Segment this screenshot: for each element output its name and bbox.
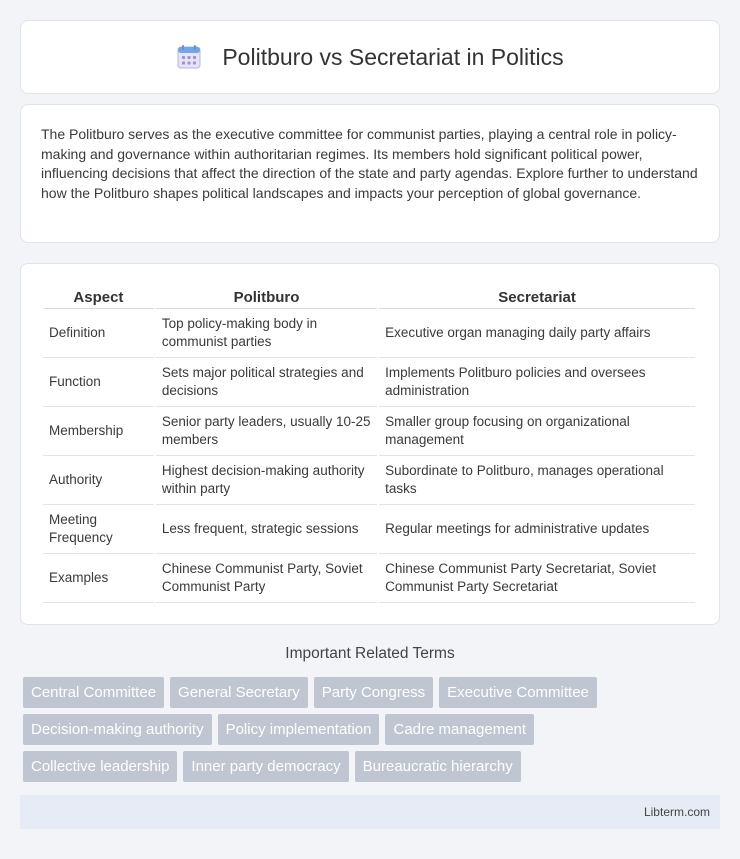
tag-party-congress[interactable]: Party Congress [314,677,433,708]
table-row [43,407,695,456]
table-cell: Examples [43,554,154,603]
table-cell: Authority [43,456,154,505]
tag-cadre-management[interactable]: Cadre management [385,714,534,745]
related-terms [23,677,723,788]
related-terms-title: Important Related Terms [285,645,455,662]
intro-card [20,104,720,243]
comparison-table-card [20,263,720,625]
footer [20,795,720,829]
calendar-icon [176,44,202,70]
tag-row [23,751,723,782]
column-header: Secretariat [379,284,695,309]
table-cell: Less frequent, strategic sessions [156,505,377,554]
table-row [43,456,695,505]
tag-row [23,714,723,745]
table-row [43,505,695,554]
header-card [20,20,720,94]
table-cell: Sets major political strategies and decisions [156,358,377,407]
table-cell: Meeting Frequency [43,505,154,554]
table-header-row [43,284,695,309]
table-cell: Smaller group focusing on organizational management [379,407,695,456]
tag-central-committee[interactable]: Central Committee [23,677,164,708]
page-title: Politburo vs Secretariat in Politics [222,43,564,70]
table-cell: Definition [43,309,154,358]
table-cell: Implements Politburo policies and oversees administration [379,358,695,407]
table-row [43,358,695,407]
table-cell: Subordinate to Politburo, manages operational tasks [379,456,695,505]
header [176,44,563,71]
table-cell: Top policy-making body in communist parties [156,309,377,358]
footer-link[interactable]: Libterm.com [643,805,710,819]
table-row [43,309,695,358]
tag-collective-leadership[interactable]: Collective leadership [23,751,177,782]
column-header: Aspect [43,284,154,309]
tag-bureaucratic-hierarchy[interactable]: Bureaucratic hierarchy [355,751,521,782]
tag-row [23,677,723,708]
table-cell: Function [43,358,154,407]
tag-policy-implementation[interactable]: Policy implementation [218,714,380,745]
table-row [43,554,695,603]
tag-inner-party-democracy[interactable]: Inner party democracy [183,751,348,782]
table-cell: Regular meetings for administrative updates [379,505,695,554]
tag-executive-committee[interactable]: Executive Committee [439,677,597,708]
table-cell: Executive organ managing daily party affairs [379,309,695,358]
column-header: Politburo [156,284,377,309]
table-cell: Chinese Communist Party, Soviet Communist Party [156,554,377,603]
comparison-table [41,284,697,603]
table-cell: Highest decision-making authority within party [156,456,377,505]
table-cell: Membership [43,407,154,456]
table-cell: Chinese Communist Party Secretariat, Soviet Communist Party Secretariat [379,554,695,603]
intro-text: The Politburo serves as the executive committee for communist parties, playing a central role in policy-making and governance within authoritarian regimes. Its members hold significant political power, influencing decisions that affect the direction of the state and party agendas. Explore further to understand how the Politburo shapes political landscapes and impacts your perception of global governance. [41,126,698,201]
table-cell: Senior party leaders, usually 10-25 members [156,407,377,456]
tag-general-secretary[interactable]: General Secretary [170,677,308,708]
tag-decision-making-authority[interactable]: Decision-making authority [23,714,212,745]
